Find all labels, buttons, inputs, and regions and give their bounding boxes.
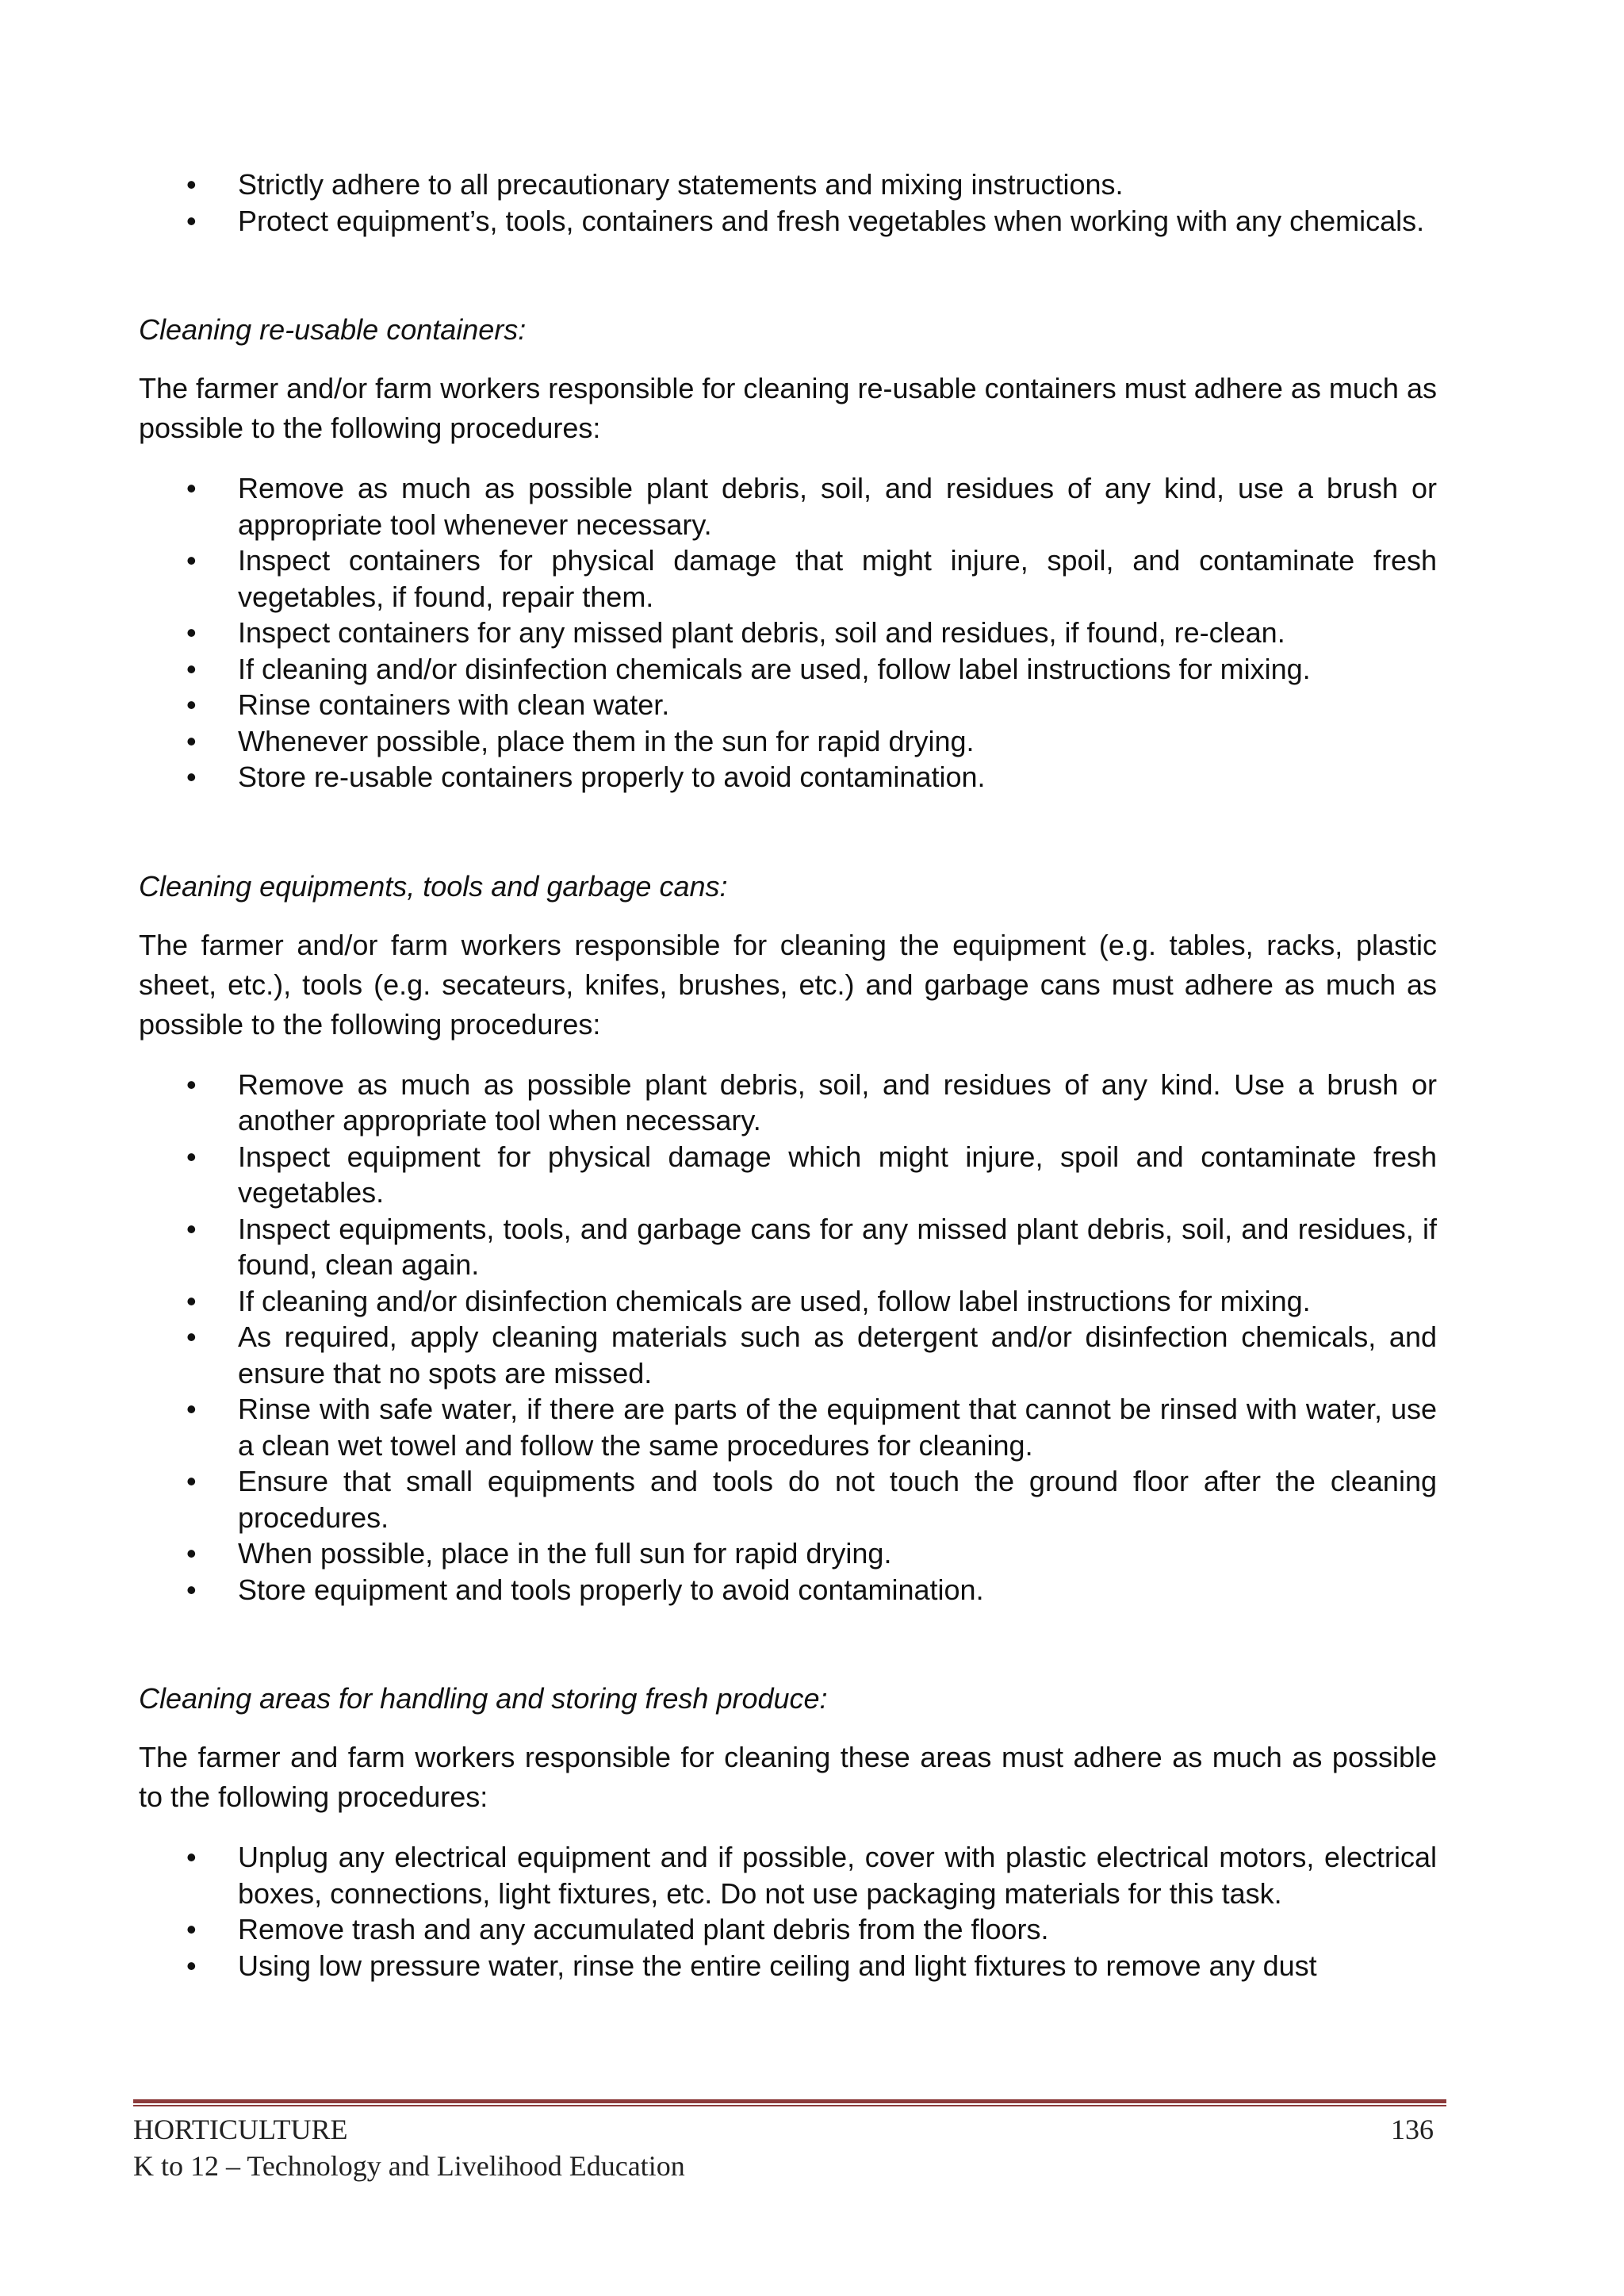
list-item: • If cleaning and/or disinfection chemicals are used, follow label instructions for mixing. bbox=[238, 651, 1437, 688]
section-bullet-list bbox=[139, 1067, 1437, 1608]
footer-divider bbox=[133, 2099, 1446, 2106]
list-item: • Ensure that small equipments and tools do not touch the ground floor after the cleaning procedures. bbox=[238, 1463, 1437, 1535]
list-item: • Protect equipment’s, tools, containers and fresh vegetables when working with any chemicals. bbox=[238, 203, 1437, 240]
list-item: • Remove trash and any accumulated plant debris from the floors. bbox=[238, 1911, 1437, 1948]
list-item: • As required, apply cleaning materials such as detergent and/or disinfection chemicals, and ensure that no spots are missed. bbox=[238, 1319, 1437, 1391]
list-item: • Rinse with safe water, if there are parts of the equipment that cannot be rinsed with water, use a clean wet towel and follow the same procedures for cleaning. bbox=[238, 1391, 1437, 1463]
list-item: • Store equipment and tools properly to avoid contamination. bbox=[238, 1572, 1437, 1608]
footer-curriculum: K to 12 – Technology and Livelihood Education bbox=[133, 2150, 685, 2182]
list-item: • When possible, place in the full sun for rapid drying. bbox=[238, 1535, 1437, 1572]
document-body bbox=[139, 167, 1437, 1984]
section-heading-reusable-containers: Cleaning re-usable containers: bbox=[139, 313, 527, 346]
section-heading-equipments-tools: Cleaning equipments, tools and garbage cans: bbox=[139, 869, 728, 903]
page-footer bbox=[133, 2111, 1434, 2184]
page-number: 136 bbox=[1391, 2114, 1434, 2145]
section-heading-handling-areas: Cleaning areas for handling and storing fresh produce: bbox=[139, 1682, 828, 1715]
list-item: • Unplug any electrical equipment and if possible, cover with plastic electrical motors, electrical boxes, connections, light fixtures, etc. Do not use packaging materials for this task. bbox=[238, 1839, 1437, 1911]
list-item: • Inspect containers for physical damage that might injure, spoil, and contaminate fresh vegetables, if found, repair them. bbox=[238, 542, 1437, 615]
section-bullet-list bbox=[139, 1839, 1437, 1984]
list-item: • Inspect equipment for physical damage which might injure, spoil and contaminate fresh vegetables. bbox=[238, 1139, 1437, 1211]
section-bullet-list bbox=[139, 470, 1437, 795]
list-item: • Strictly adhere to all precautionary statements and mixing instructions. bbox=[238, 167, 1437, 203]
list-item: • Inspect containers for any missed plant debris, soil and residues, if found, re-clean. bbox=[238, 615, 1437, 651]
footer-subject: HORTICULTURE bbox=[133, 2114, 348, 2145]
list-item: • If cleaning and/or disinfection chemicals are used, follow label instructions for mixing. bbox=[238, 1283, 1437, 1320]
list-item: • Using low pressure water, rinse the entire ceiling and light fixtures to remove any dust bbox=[238, 1948, 1437, 1984]
list-item: • Rinse containers with clean water. bbox=[238, 687, 1437, 723]
section-paragraph: The farmer and/or farm workers responsible for cleaning the equipment (e.g. tables, racks, plastic sheet, etc.), tools (e.g. secateurs, knifes, brushes, etc.) and garbage cans must adhere as much as possible to the following procedures: bbox=[139, 928, 1437, 1041]
list-item: • Store re-usable containers properly to avoid contamination. bbox=[238, 759, 1437, 795]
list-item: • Remove as much as possible plant debris, soil, and residues of any kind, use a brush or appropriate tool whenever necessary. bbox=[238, 470, 1437, 542]
section-paragraph: The farmer and/or farm workers responsible for cleaning re-usable containers must adhere as much as possible to the following procedures: bbox=[139, 372, 1437, 444]
list-item: • Remove as much as possible plant debris, soil, and residues of any kind. Use a brush or another appropriate tool when necessary. bbox=[238, 1067, 1437, 1139]
section-paragraph: The farmer and farm workers responsible for cleaning these areas must adhere as much as possible to the following procedures: bbox=[139, 1741, 1437, 1813]
list-item: • Inspect equipments, tools, and garbage cans for any missed plant debris, soil, and residues, if found, clean again. bbox=[238, 1211, 1437, 1283]
intro-bullet-list bbox=[139, 167, 1437, 239]
list-item: • Whenever possible, place them in the sun for rapid drying. bbox=[238, 723, 1437, 760]
